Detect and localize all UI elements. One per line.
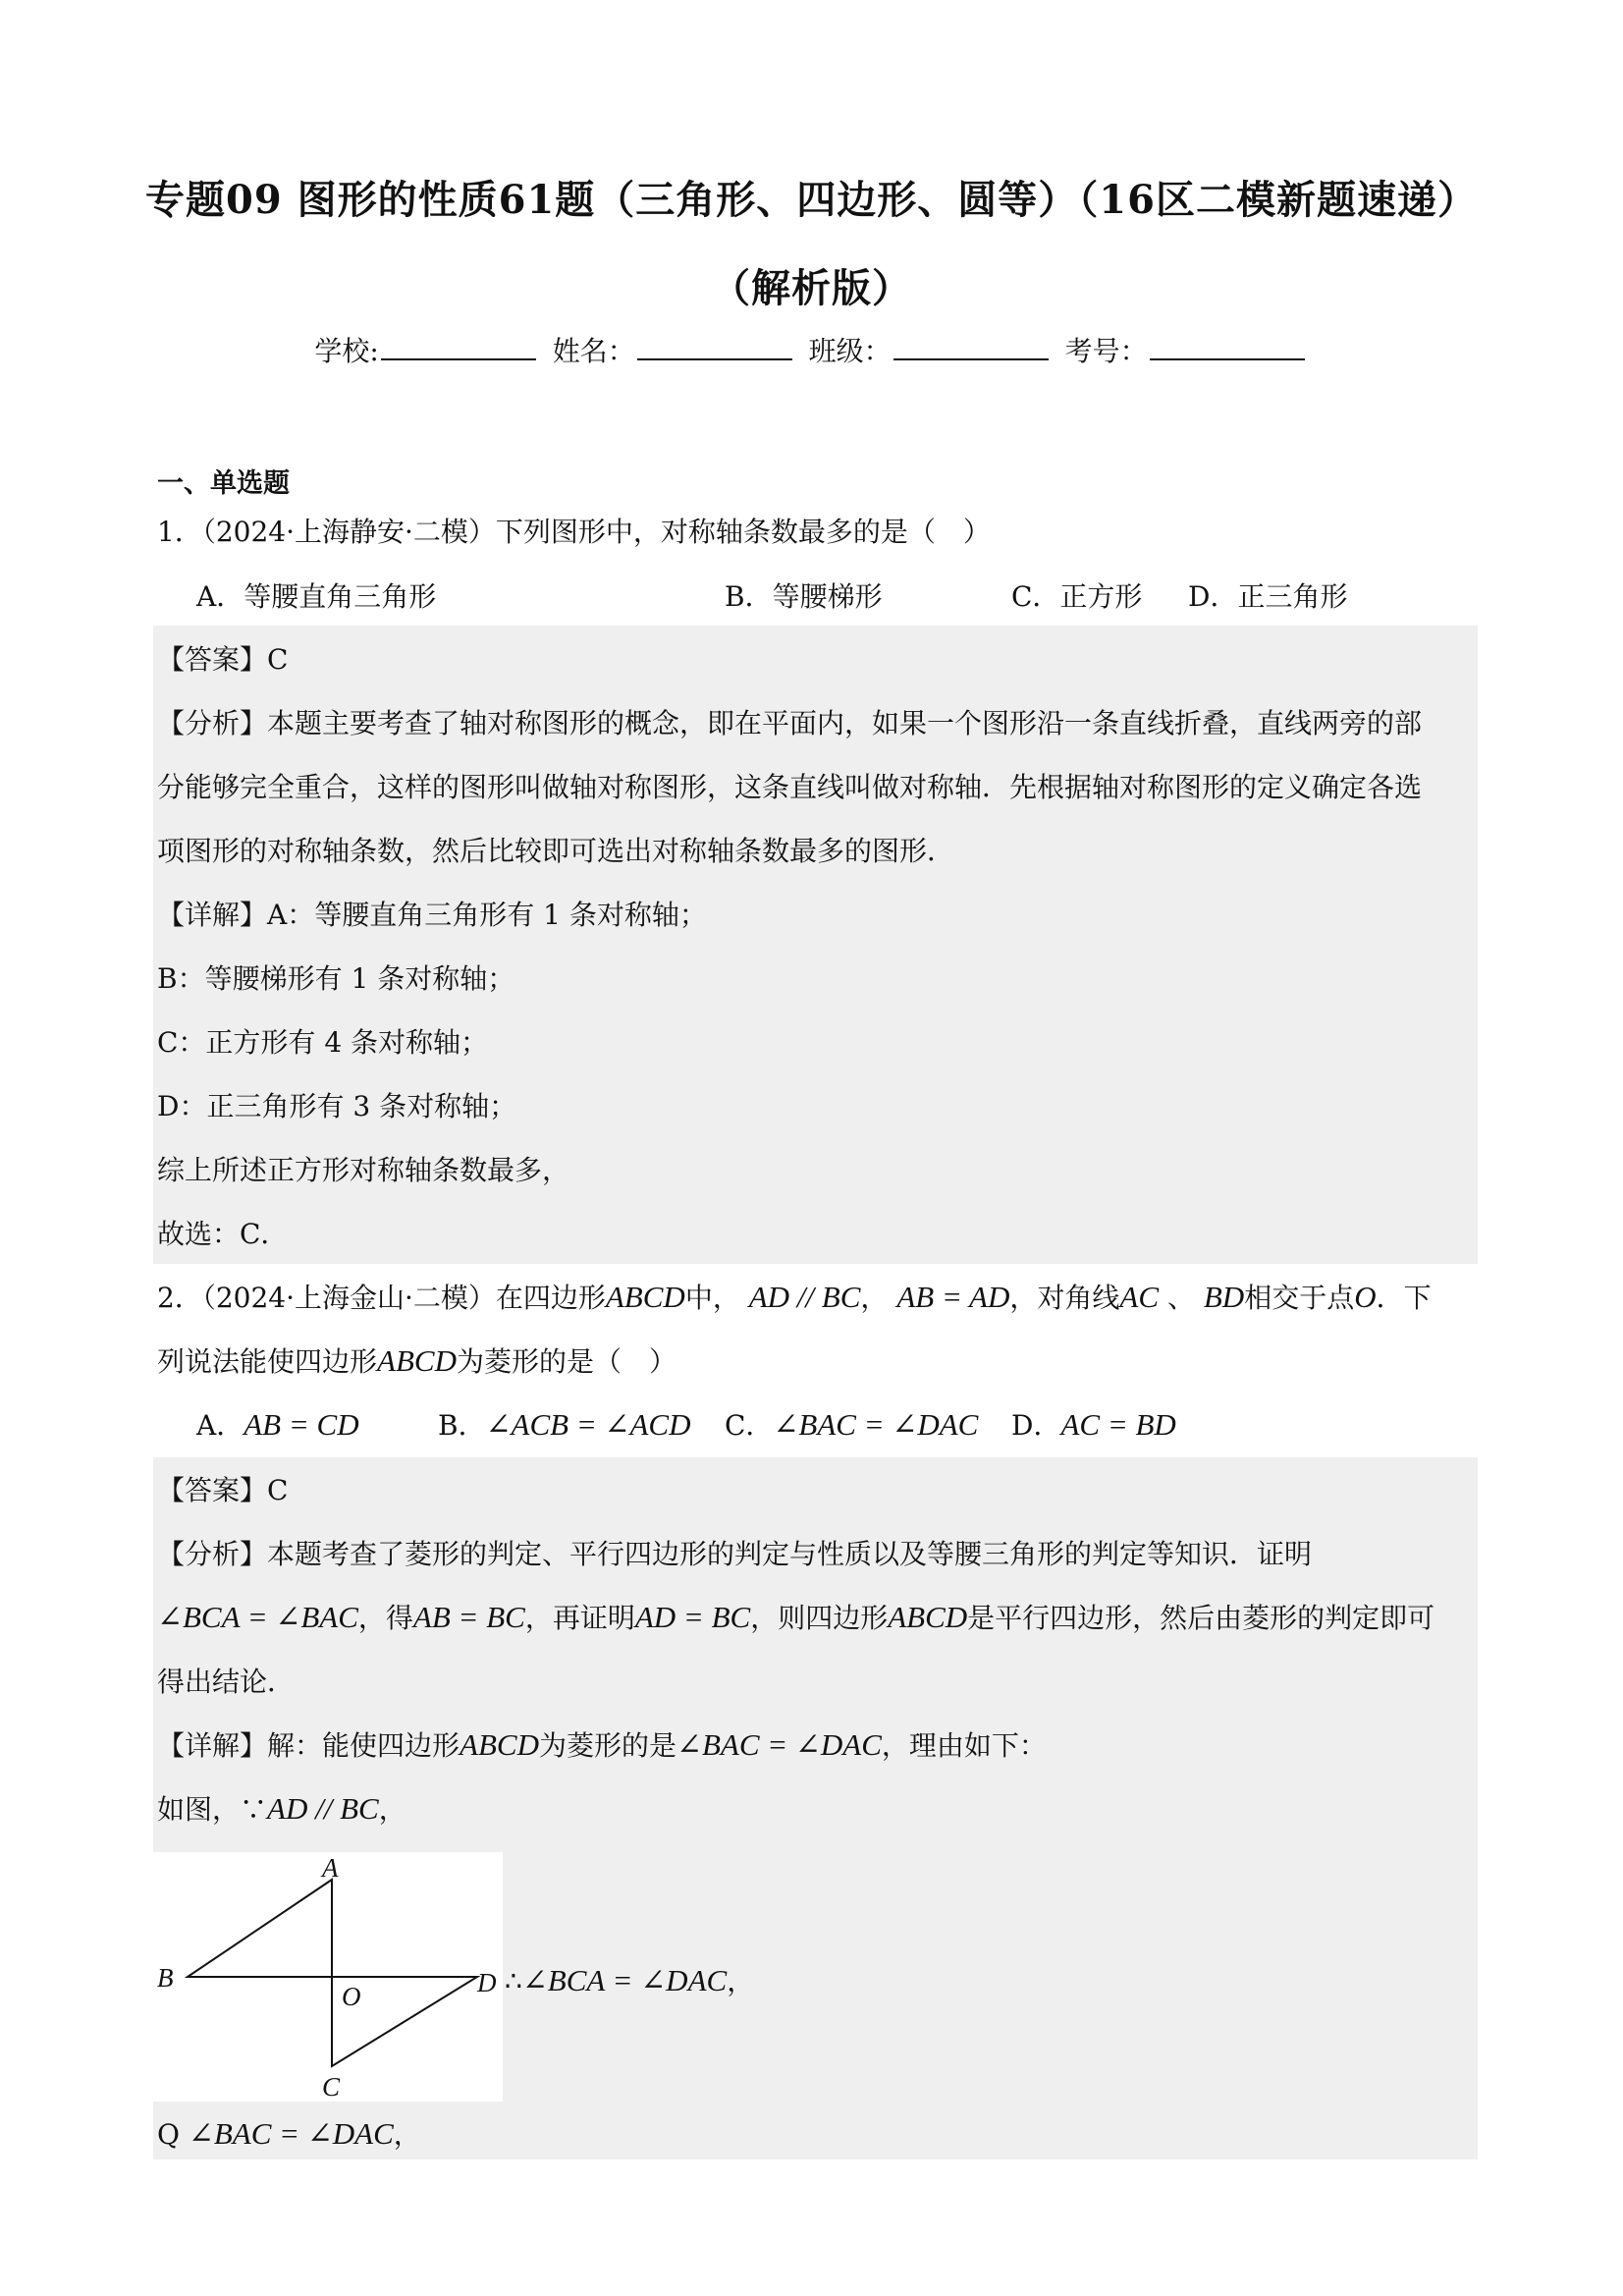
q2-analysis-line-1: 【分析】本题考查了菱形的判定、平行四边形的判定与性质以及等腰三角形的判定等知识．证明 xyxy=(157,1538,1313,1570)
rhombus-diagram xyxy=(153,1852,503,2102)
q1-detail-line-6: 故选：C． xyxy=(157,1218,289,1250)
q2-option-c xyxy=(725,1404,978,1444)
q1-option-a: A．等腰直角三角形 xyxy=(196,580,437,613)
q2-detail-text: ， xyxy=(378,1793,406,1826)
document-subtitle: （解析版） xyxy=(711,265,912,311)
q2-option-d-label: D． xyxy=(1011,1409,1061,1442)
q2-stem-text: 相交于点 xyxy=(1244,1282,1355,1314)
q2-detail-text: 【详解】解：能使四边形 xyxy=(157,1729,460,1762)
exam-number-blank xyxy=(1150,333,1305,360)
q2-option-a-label: A． xyxy=(196,1409,244,1442)
document-title: 专题09 图形的性质61题（三角形、四边形、圆等）（16区二模新题速递） xyxy=(145,177,1478,223)
q2-analysis-expr: AD = BC xyxy=(634,1600,751,1634)
q2-detail-expr: AD // BC xyxy=(267,1791,379,1826)
q1-detail-line-2: B：等腰梯形有 1 条对称轴； xyxy=(157,962,515,995)
q2-stem-text: ， xyxy=(860,1282,889,1314)
q2-analysis-expr: ∠BCA = ∠BAC xyxy=(157,1600,358,1634)
q2-diagonal-bd: BD xyxy=(1203,1280,1245,1314)
because-symbol: ∵ xyxy=(240,1793,268,1826)
q2-detail-text: 为菱形的是 xyxy=(538,1729,676,1762)
q2-detail-text: 如图， xyxy=(157,1793,241,1826)
q2-analysis-expr: AB = BC xyxy=(412,1600,525,1634)
q2-stem-text: 中， xyxy=(684,1282,740,1314)
q1-analysis-line-2: 分能够完全重合，这样的图形叫做轴对称图形，这条直线叫做对称轴．先根据轴对称图形的定义确定各选 xyxy=(157,771,1423,803)
q1-detail-line-5: 综上所述正方形对称轴条数最多， xyxy=(157,1154,570,1186)
q1-detail-line-1: 【详解】A：等腰直角三角形有 1 条对称轴； xyxy=(157,899,707,931)
therefore-symbol: ∴ xyxy=(505,1965,522,1997)
vertex-label-b: B xyxy=(157,1963,174,1993)
q1-option-b: B．等腰梯形 xyxy=(725,580,883,613)
q2-analysis-expr: ABCD xyxy=(888,1600,968,1634)
q2-analysis-text: ，则四边形 xyxy=(750,1602,889,1634)
q2-option-d-expr: AC = BD xyxy=(1060,1407,1176,1442)
q2-detail-expr: ∠BAC = ∠DAC xyxy=(676,1727,882,1762)
school-label: 学校: xyxy=(314,335,379,367)
center-label-o: O xyxy=(342,1982,361,2011)
q2-stem-text: 、 xyxy=(1166,1282,1195,1314)
q2-stem-text: 列说法能使四边形 xyxy=(157,1345,378,1378)
q1-option-d: D．正三角形 xyxy=(1188,580,1348,613)
q2-analysis-line-3: 得出结论． xyxy=(157,1666,296,1698)
q2-stem-text: 2．（2024·上海金山·二模）在四边形 xyxy=(157,1282,606,1314)
q2-answer: 【答案】C xyxy=(157,1474,289,1506)
q2-detail-text: ， xyxy=(727,1965,755,1997)
q2-point-o: O xyxy=(1354,1280,1377,1314)
q2-analysis-text: 是平行四边形，然后由菱形的判定即可 xyxy=(967,1602,1435,1634)
q2-stem-line-2 xyxy=(157,1340,676,1380)
q1-detail-line-3: C：正方形有 4 条对称轴； xyxy=(157,1026,489,1059)
q2-stem-text: ．下 xyxy=(1376,1282,1432,1314)
q2-quad-name: ABCD xyxy=(377,1343,457,1378)
q2-detail-text: Q xyxy=(157,2118,180,2151)
q2-detail-line-last xyxy=(157,2113,421,2153)
q2-option-b xyxy=(438,1404,691,1444)
q2-detail-text: ， xyxy=(393,2118,421,2151)
q2-analysis-line-2 xyxy=(157,1597,1434,1636)
section-heading: 一、单选题 xyxy=(157,468,290,499)
q2-option-a xyxy=(196,1404,359,1444)
q2-analysis-text: ，得 xyxy=(357,1602,413,1634)
q2-option-b-expr: ∠ACB = ∠ACD xyxy=(485,1407,691,1442)
name-blank xyxy=(637,333,792,360)
class-blank xyxy=(893,333,1049,360)
student-info-row xyxy=(0,330,1623,369)
q1-stem: 1．（2024·上海静安·二模）下列图形中，对称轴条数最多的是（ ） xyxy=(157,516,991,548)
q1-detail-line-4: D：正三角形有 3 条对称轴； xyxy=(157,1090,517,1122)
name-label: 姓名： xyxy=(552,335,635,367)
exam-number-label: 考号： xyxy=(1064,335,1148,367)
q2-quad-name: ABCD xyxy=(460,1727,539,1762)
q2-option-a-expr: AB = CD xyxy=(243,1407,359,1442)
class-label: 班级： xyxy=(808,335,892,367)
q2-option-b-label: B． xyxy=(438,1409,486,1442)
rhombus-diagram-svg xyxy=(153,1852,503,2102)
q2-stem-line-1 xyxy=(157,1277,1432,1316)
school-blank xyxy=(381,333,536,360)
q2-detail-text: ，理由如下： xyxy=(881,1729,1047,1762)
q2-option-c-expr: ∠BAC = ∠DAC xyxy=(773,1407,979,1442)
q2-analysis-text: ，再证明 xyxy=(524,1602,635,1634)
q2-detail-expr: ∠BCA = ∠DAC xyxy=(521,1963,728,1997)
q2-detail-line-1 xyxy=(157,1724,1047,1764)
q1-analysis-line-3: 项图形的对称轴条数，然后比较即可选出对称轴条数最多的图形． xyxy=(157,835,955,867)
q1-analysis-line-1: 【分析】本题主要考查了轴对称图形的概念，即在平面内，如果一个图形沿一条直线折叠，直线两旁的部 xyxy=(157,707,1423,739)
q1-answer: 【答案】C xyxy=(157,643,289,676)
q2-detail-line-2 xyxy=(157,1788,406,1828)
q2-after-diagram-line xyxy=(505,1960,754,1999)
vertex-label-a: A xyxy=(322,1853,339,1883)
vertex-label-d: D xyxy=(477,1968,497,1997)
q2-detail-expr: ∠BAC = ∠DAC xyxy=(188,2116,394,2151)
vertex-label-c: C xyxy=(322,2072,341,2102)
q2-condition-parallel: AD // BC xyxy=(748,1280,861,1314)
q2-stem-text: ，对角线 xyxy=(1009,1282,1120,1314)
q2-quad-name: ABCD xyxy=(605,1280,685,1314)
q1-option-c: C．正方形 xyxy=(1011,580,1143,613)
q2-option-d xyxy=(1011,1404,1176,1444)
q2-diagonal-ac: AC xyxy=(1119,1280,1160,1314)
q2-condition-equal: AB = AD xyxy=(896,1280,1010,1314)
q2-option-c-label: C． xyxy=(725,1409,774,1442)
q2-stem-text: 为菱形的是（ ） xyxy=(456,1345,676,1378)
